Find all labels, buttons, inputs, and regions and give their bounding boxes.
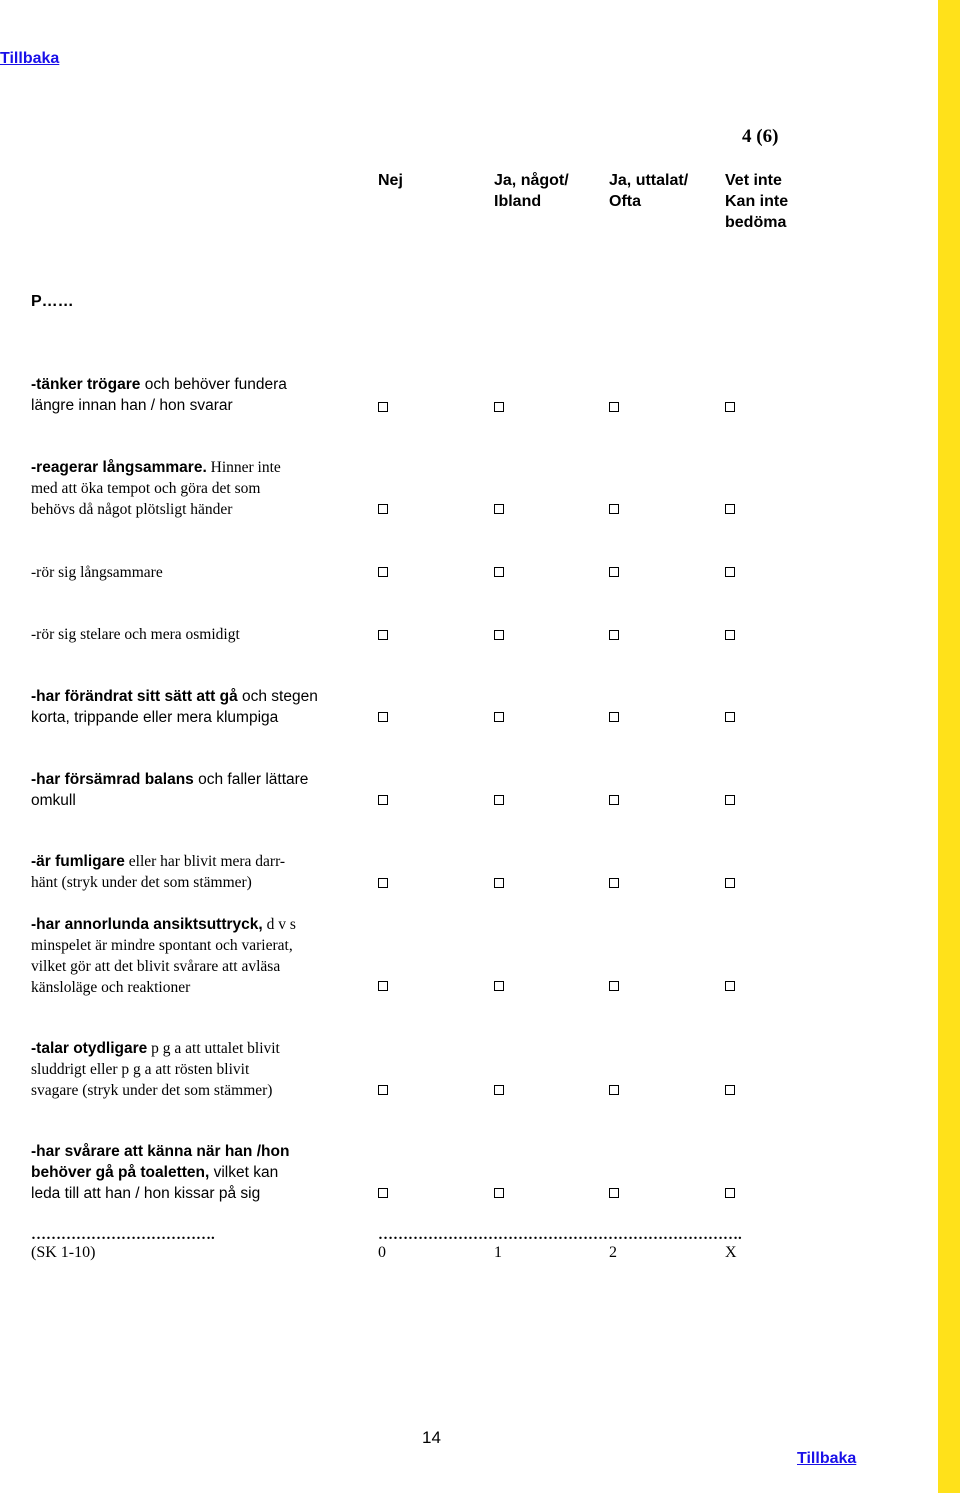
footer-page-number: 14 — [422, 1428, 441, 1447]
question-item: -har förändrat sitt sätt att gå och stegen korta, trippande eller mera klumpiga — [31, 688, 318, 726]
checkbox-row5-col2[interactable] — [494, 712, 504, 722]
question-item: -är fumligare eller har blivit mera darr- hänt (stryk under det som stämmer) — [31, 853, 286, 891]
checkbox-row7-col2[interactable] — [494, 878, 504, 888]
checkbox-row6-col3[interactable] — [609, 795, 619, 805]
column-header-ibland: Ja, något/ Ibland — [494, 172, 569, 210]
column-header-vet-inte: Vet inte Kan inte bedöma — [725, 172, 789, 231]
checkbox-row10-col1[interactable] — [378, 1188, 388, 1198]
checkbox-row7-col4[interactable] — [725, 878, 735, 888]
checkbox-row1-col4[interactable] — [725, 402, 735, 412]
question-item: -rör sig långsammare — [31, 564, 163, 581]
checkbox-row9-col4[interactable] — [725, 1085, 735, 1095]
page-number: 4 (6) — [742, 126, 779, 147]
checkbox-row8-col4[interactable] — [725, 981, 735, 991]
checkbox-row8-col3[interactable] — [609, 981, 619, 991]
checkbox-row3-col1[interactable] — [378, 567, 388, 577]
section-label: P…… — [31, 293, 74, 310]
checkbox-row1-col3[interactable] — [609, 402, 619, 412]
checkbox-row3-col2[interactable] — [494, 567, 504, 577]
checkbox-row7-col3[interactable] — [609, 878, 619, 888]
checkbox-row2-col1[interactable] — [378, 504, 388, 514]
question-item: -har försämrad balans och faller lättare omkull — [31, 771, 309, 809]
checkbox-row8-col2[interactable] — [494, 981, 504, 991]
checkbox-row9-col2[interactable] — [494, 1085, 504, 1095]
score-label: (SK 1-10) — [31, 1244, 96, 1261]
column-header-nej: Nej — [378, 172, 403, 189]
checkbox-row10-col4[interactable] — [725, 1188, 735, 1198]
column-header-ofta: Ja, uttalat/ Ofta — [609, 172, 689, 210]
dotted-line-right: ………………………………………………………………. — [378, 1227, 742, 1243]
checkbox-row4-col3[interactable] — [609, 630, 619, 640]
checkbox-row6-col2[interactable] — [494, 795, 504, 805]
checkbox-row4-col2[interactable] — [494, 630, 504, 640]
checkbox-row1-col2[interactable] — [494, 402, 504, 412]
question-item: -reagerar långsammare. Hinner inte med att öka tempot och göra det som behövs då något plötsligt händer — [31, 459, 281, 518]
checkbox-row9-col3[interactable] — [609, 1085, 619, 1095]
dotted-line-left: ………………………………. — [31, 1227, 215, 1243]
scale-value-2: 2 — [609, 1244, 617, 1261]
checkbox-row2-col2[interactable] — [494, 504, 504, 514]
checkbox-row10-col3[interactable] — [609, 1188, 619, 1198]
checkbox-row10-col2[interactable] — [494, 1188, 504, 1198]
checkbox-row5-col1[interactable] — [378, 712, 388, 722]
question-item: -rör sig stelare och mera osmidigt — [31, 626, 240, 643]
checkbox-row3-col3[interactable] — [609, 567, 619, 577]
back-link-top[interactable]: Tillbaka — [0, 50, 60, 67]
checkbox-row5-col3[interactable] — [609, 712, 619, 722]
question-item: -talar otydligare p g a att uttalet blivit sluddrigt eller p g a att rösten blivit svagare (stryk under det som stämmer) — [31, 1040, 280, 1099]
question-item: -har svårare att känna när han /hon behöver gå på toaletten, vilket kan leda till att han / hon kissar på sig — [31, 1143, 290, 1202]
scale-value-x: X — [725, 1244, 737, 1261]
checkbox-row5-col4[interactable] — [725, 712, 735, 722]
checkbox-row6-col4[interactable] — [725, 795, 735, 805]
checkbox-row1-col1[interactable] — [378, 402, 388, 412]
back-link-bottom[interactable]: Tillbaka — [797, 1450, 857, 1467]
checkbox-row2-col3[interactable] — [609, 504, 619, 514]
checkbox-row3-col4[interactable] — [725, 567, 735, 577]
checkbox-row8-col1[interactable] — [378, 981, 388, 991]
checkbox-row4-col1[interactable] — [378, 630, 388, 640]
scale-value-1: 1 — [494, 1244, 502, 1261]
checkbox-row7-col1[interactable] — [378, 878, 388, 888]
checkbox-row6-col1[interactable] — [378, 795, 388, 805]
checkbox-row4-col4[interactable] — [725, 630, 735, 640]
question-item: -har annorlunda ansiktsuttryck, d v s minspelet är mindre spontant och varierat, vilket gör att det blivit svårare att avläsa känsloläge och reaktioner — [31, 916, 296, 996]
question-item: -tänker trögare och behöver fundera längre innan han / hon svarar — [31, 376, 287, 414]
checkbox-row2-col4[interactable] — [725, 504, 735, 514]
checkbox-row9-col1[interactable] — [378, 1085, 388, 1095]
yellow-sidebar — [938, 0, 960, 1493]
scale-value-0: 0 — [378, 1244, 386, 1261]
